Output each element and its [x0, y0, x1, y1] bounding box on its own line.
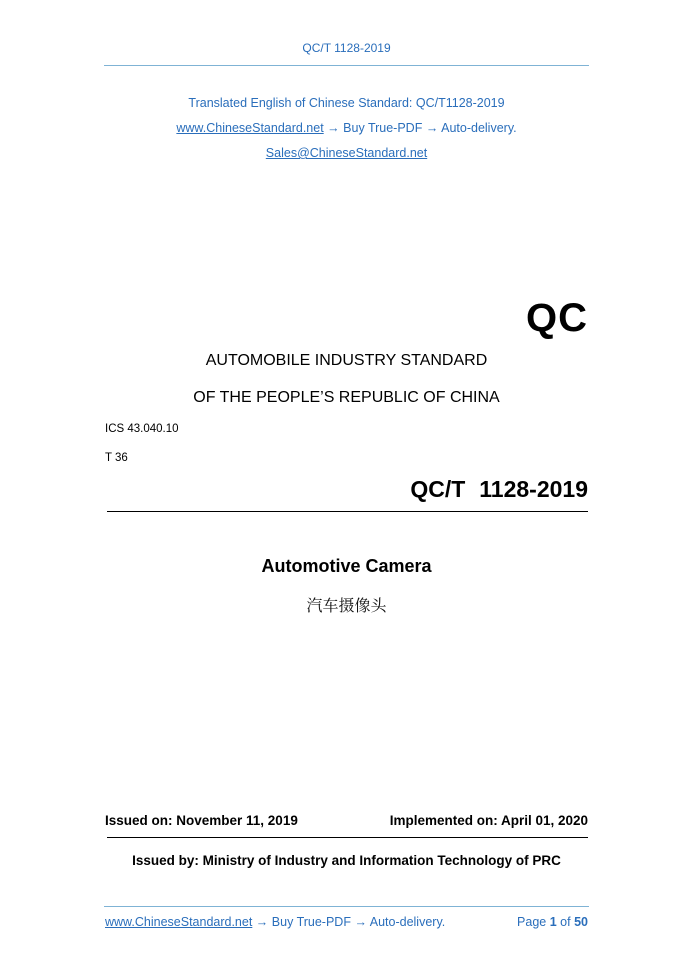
page-of: of: [560, 915, 571, 929]
page-current: 1: [549, 915, 557, 929]
page-total: 50: [574, 915, 588, 929]
arrow-icon: →: [327, 121, 340, 135]
implemented-date: Implemented on: April 01, 2020: [389, 813, 588, 828]
buy-text: Buy True-PDF: [343, 121, 423, 135]
classification-code: T 36: [105, 452, 128, 464]
dates-divider: [107, 837, 588, 838]
purchase-line: [0, 121, 693, 135]
site-link[interactable]: www.ChineseStandard.net: [176, 121, 324, 135]
issued-date: Issued on: November 11, 2019: [105, 813, 298, 828]
auto-delivery-text: Auto-delivery.: [369, 915, 446, 929]
buy-text: Buy True-PDF: [271, 915, 351, 929]
standard-type-line2: OF THE PEOPLE’S REPUBLIC OF CHINA: [193, 389, 500, 406]
page-number: [517, 915, 588, 929]
document-title: Automotive Camera: [261, 556, 432, 576]
standard-code-prefix: QC/T: [410, 476, 466, 502]
document-title-chinese: 汽车摄像头: [306, 596, 387, 615]
footer-divider: [104, 906, 589, 907]
translation-notice: Translated English of Chinese Standard: QC/T1128-2019: [188, 96, 505, 110]
header-divider: [104, 65, 589, 66]
email-line: [0, 146, 693, 160]
arrow-icon: →: [354, 915, 367, 929]
running-header: QC/T 1128-2019: [302, 41, 391, 55]
footer-purchase-line: [105, 915, 445, 929]
standard-type-line1: AUTOMOBILE INDUSTRY STANDARD: [205, 352, 488, 369]
page-label: Page: [517, 915, 547, 929]
issuing-authority: Issued by: Ministry of Industry and Information Technology of PRC: [132, 853, 561, 868]
qc-logo: QC: [526, 296, 588, 340]
footer-site-link[interactable]: www.ChineseStandard.net: [105, 915, 253, 929]
arrow-icon: →: [425, 121, 439, 135]
arrow-icon: →: [255, 915, 269, 929]
code-divider: [107, 511, 588, 512]
standard-code-number: 1128-2019: [479, 476, 588, 502]
auto-delivery-text: Auto-delivery.: [441, 121, 517, 135]
standard-code: [410, 476, 588, 503]
sales-email-link[interactable]: Sales@ChineseStandard.net: [265, 146, 428, 160]
ics-code: ICS 43.040.10: [105, 423, 179, 435]
